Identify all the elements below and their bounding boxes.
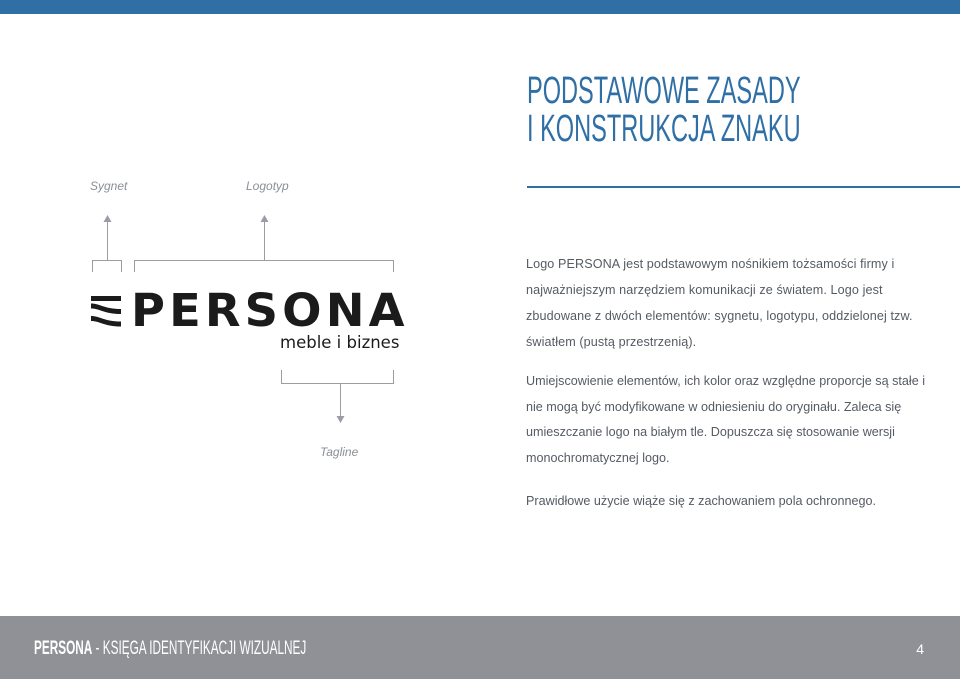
logotyp-arrowhead <box>261 215 269 222</box>
footer-doc-title: KSIĘGA IDENTYFIKACJI WIZUALNEJ <box>102 638 307 659</box>
footer-brand: PERSONA <box>34 638 93 659</box>
logotyp-label: Logotyp <box>246 179 289 193</box>
page-number: 4 <box>916 641 924 657</box>
tagline-arrowhead <box>337 416 345 423</box>
footer-separator: - <box>92 638 103 659</box>
persona-tagline: meble i biznes <box>280 333 400 352</box>
intro-paragraph: Logo PERSONA jest podstawowym nośnikiem tożsamości firmy i najważniejszym narzędziem komunikacji ze światem. Logo jest zbudowane z dwóch elementów: sygnetu, logotypu, oddzielonej tzw. światłem (pustą przestrzenią). <box>526 257 913 349</box>
sygnet-bracket <box>93 261 122 273</box>
sygnet-arrowhead <box>104 215 112 222</box>
sygnet-label: Sygnet <box>90 179 128 193</box>
tagline-bracket <box>282 370 394 384</box>
persona-wordmark: PERSONA <box>131 284 409 337</box>
rules-paragraph: Umiejscowienie elementów, ich kolor oraz względne proporcje są stałe i nie mogą być modyfikowane w odniesieniu do oryginału. Zaleca się umieszczanie logo na białym tle. Dopuszcza się stosowanie wersji monochromatycznej logo. <box>526 374 925 465</box>
logotyp-bracket <box>135 261 394 273</box>
page-title-line-2: I KONSTRUKCJA ZNAKU <box>527 108 801 150</box>
tagline-label: Tagline <box>320 445 359 459</box>
persona-sygnet-icon <box>91 296 121 327</box>
page-footer <box>0 616 960 679</box>
protection-field-note: Prawidłowe użycie wiąże się z zachowaniem pola ochronnego. <box>526 494 877 508</box>
footer-title <box>34 639 306 659</box>
page-title-line-1: PODSTAWOWE ZASADY <box>527 70 801 112</box>
